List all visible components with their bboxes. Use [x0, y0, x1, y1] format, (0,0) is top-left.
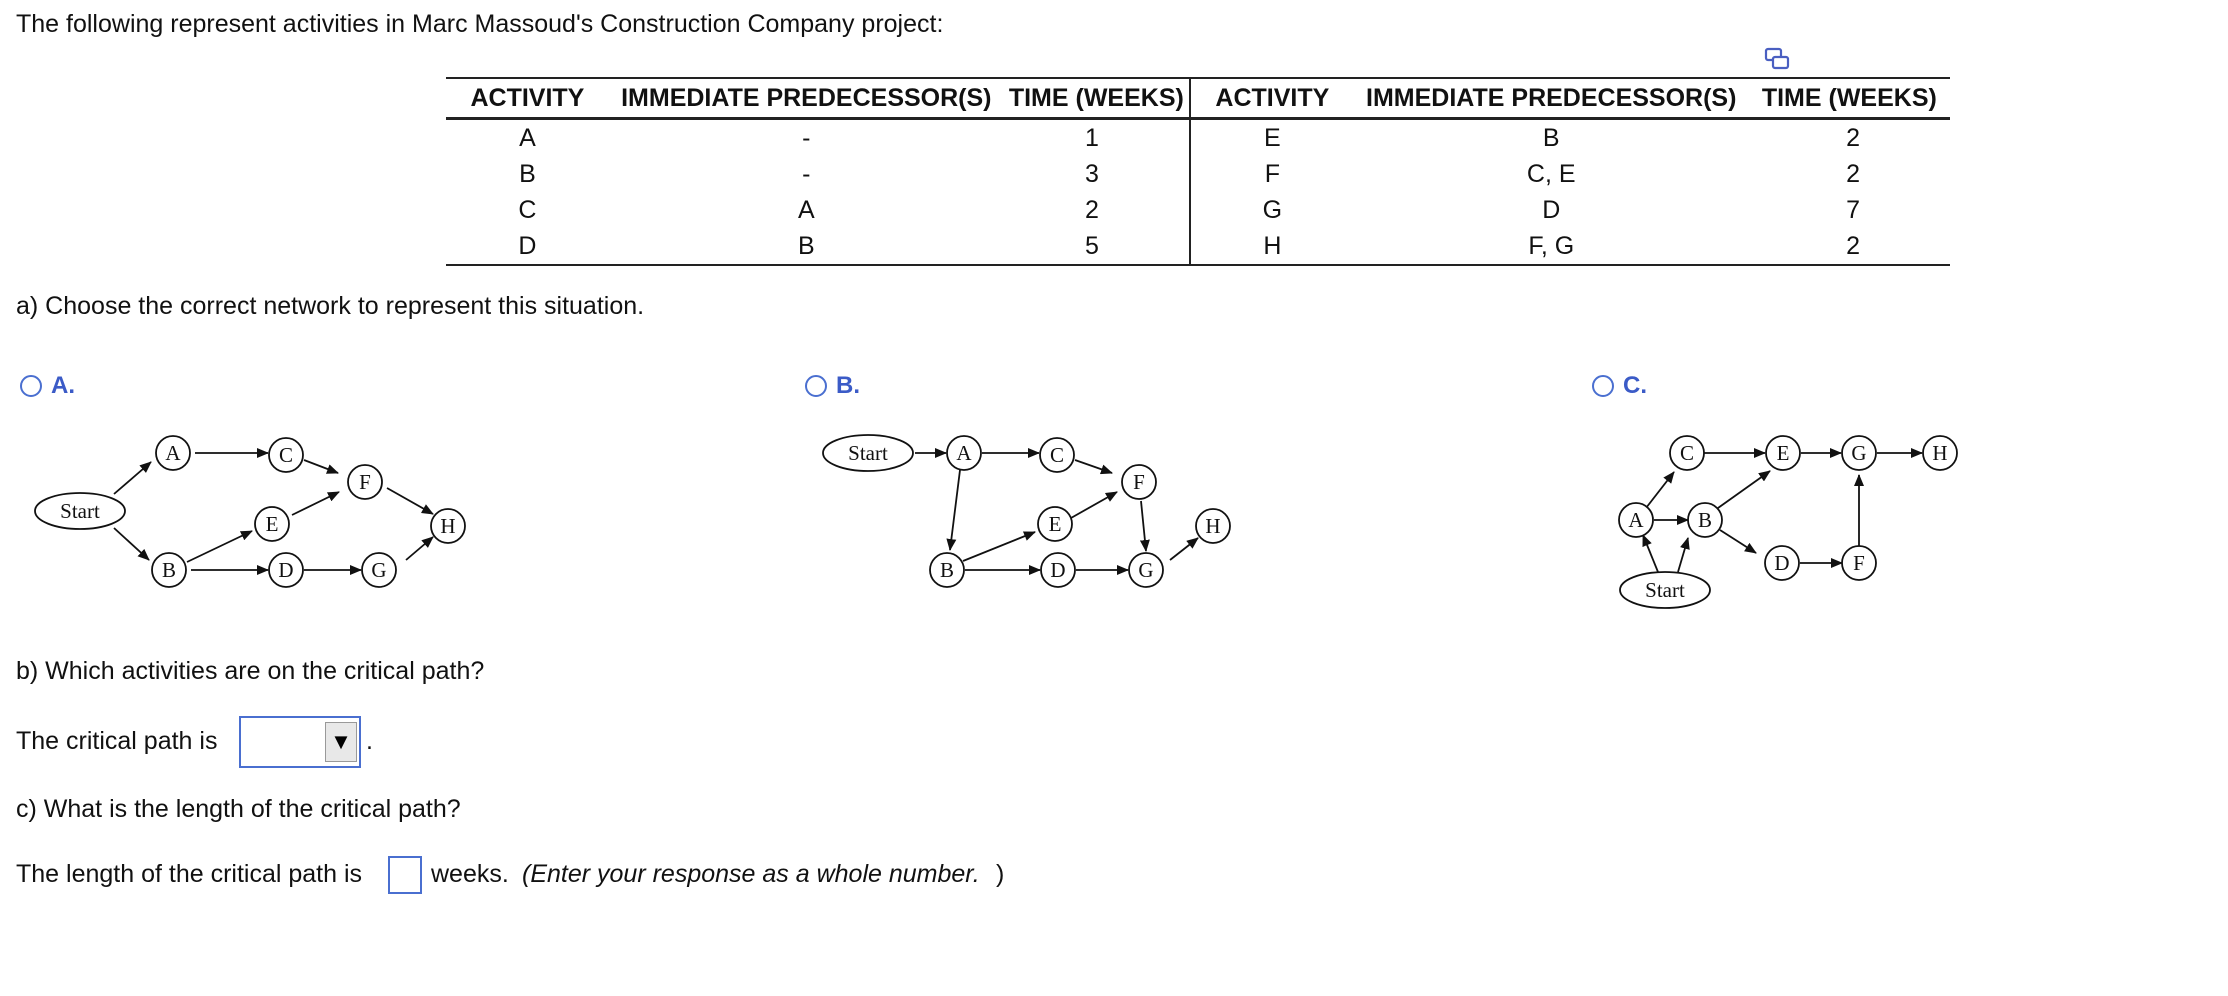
table-row — [446, 228, 1950, 265]
option-a[interactable] — [20, 372, 75, 400]
option-c-label: C. — [1623, 372, 1647, 399]
col-header-predecessors: IMMEDIATE PREDECESSOR(S) — [609, 78, 1004, 119]
edge-c-f — [304, 460, 338, 473]
col-header-time: TIME (WEEKS) — [1749, 78, 1950, 119]
table-cell: B — [609, 228, 1004, 265]
table-cell: D — [1542, 195, 1561, 224]
table-cell: D — [446, 228, 609, 265]
table-cell: F — [1264, 159, 1280, 188]
network-label-h: H — [440, 514, 456, 538]
network-label-c: C — [1679, 441, 1695, 465]
network-diagram-a — [30, 420, 480, 600]
table-cell: 7 — [1846, 195, 1860, 224]
option-b[interactable] — [805, 372, 860, 400]
network-label-start: Start — [1645, 578, 1685, 602]
table-cell: 2 — [1749, 228, 1950, 265]
edge-c-f — [1075, 460, 1112, 473]
edge-a-b — [950, 470, 960, 550]
table-cell: - — [802, 159, 811, 188]
col-header-activity: ACTIVITY — [1190, 78, 1354, 119]
network-label-a: A — [165, 441, 181, 465]
network-label-b: B — [1697, 508, 1713, 532]
network-label-g: G — [1851, 441, 1867, 465]
network-label-d: D — [1050, 558, 1066, 582]
table-cell: B — [1542, 123, 1560, 152]
network-label-b: B — [161, 558, 177, 582]
table-row — [446, 156, 1950, 192]
edge-g-h — [1170, 538, 1198, 560]
table-cell: A — [519, 123, 536, 152]
network-label-f: F — [359, 470, 371, 494]
table-cell: F, G — [1354, 228, 1749, 265]
col-header-time: TIME (WEEKS) — [1004, 78, 1190, 119]
edge-f-g — [1141, 501, 1146, 551]
period-text: . — [366, 727, 373, 755]
option-b-label: B. — [836, 372, 860, 399]
table-cell: H — [1190, 228, 1354, 265]
table-cell: 2 — [1004, 192, 1190, 228]
network-label-e: E — [1048, 512, 1062, 536]
table-cell: E — [1264, 123, 1281, 152]
option-a-radio[interactable] — [20, 375, 42, 397]
table-header-row — [446, 78, 1950, 119]
network-label-g: G — [1138, 558, 1154, 582]
network-label-e: E — [1776, 441, 1790, 465]
table-cell: G — [1262, 195, 1283, 224]
critical-path-dropdown[interactable] — [239, 716, 361, 768]
edge-start-a — [1643, 535, 1658, 572]
option-a-label: A. — [51, 372, 75, 399]
network-label-c: C — [278, 443, 294, 467]
question-a: a) Choose the correct network to represent this situation. — [16, 292, 645, 320]
edge-a-c — [1646, 472, 1674, 508]
option-b-radio[interactable] — [805, 375, 827, 397]
network-label-d: D — [1774, 551, 1790, 575]
table-cell: 1 — [1004, 119, 1190, 157]
table-row — [446, 119, 1950, 157]
activity-table — [446, 77, 1950, 266]
table-cell: 5 — [1004, 228, 1190, 265]
table-cell: 2 — [1846, 159, 1860, 188]
length-answer-input[interactable] — [388, 856, 422, 894]
question-b: b) Which activities are on the critical path? — [16, 657, 485, 685]
table-cell: C, E — [1526, 159, 1576, 188]
table-cell: 2 — [1846, 123, 1860, 152]
network-label-d: D — [278, 558, 294, 582]
network-label-h: H — [1205, 514, 1221, 538]
network-label-b: B — [939, 558, 955, 582]
network-diagram-c — [1590, 420, 2010, 620]
table-cell: C — [518, 195, 537, 224]
table-cell: 3 — [1004, 156, 1190, 192]
weeks-text: weeks. — [431, 860, 509, 888]
col-header-predecessors: IMMEDIATE PREDECESSOR(S) — [1354, 78, 1749, 119]
edge-b-e — [963, 532, 1035, 561]
edge-start-b — [114, 528, 149, 560]
network-label-e: E — [265, 512, 279, 536]
table-cell: A — [797, 195, 815, 224]
network-label-c: C — [1049, 443, 1065, 467]
question-c: c) What is the length of the critical path? — [16, 795, 461, 823]
table-cell: B — [519, 159, 536, 188]
table-cell: - — [802, 123, 811, 152]
network-label-a: A — [1628, 508, 1644, 532]
edge-b-e — [187, 531, 252, 562]
network-label-start: Start — [848, 441, 888, 465]
network-label-f: F — [1133, 470, 1145, 494]
edge-e-f — [292, 492, 339, 515]
intro-text: The following represent activities in Marc Massoud's Construction Company project: — [16, 10, 944, 38]
network-label-a: A — [956, 441, 972, 465]
col-header-activity: ACTIVITY — [446, 78, 609, 119]
network-label-g: G — [371, 558, 387, 582]
answer-hint: (Enter your response as a whole number. — [522, 860, 980, 888]
copy-table-icon[interactable] — [1764, 46, 1792, 72]
network-label-f: F — [1853, 551, 1865, 575]
edge-g-h — [406, 537, 433, 560]
edge-start-a — [114, 462, 151, 494]
table-row — [446, 192, 1950, 228]
network-diagram-b — [815, 420, 1265, 600]
answer-hint-close: ) — [996, 860, 1005, 888]
network-label-h: H — [1932, 441, 1948, 465]
dropdown-arrow-icon[interactable]: ▼ — [325, 722, 357, 762]
option-c[interactable] — [1592, 372, 1647, 400]
edge-b-e — [1718, 471, 1770, 508]
edge-e-f — [1071, 492, 1117, 518]
edge-f-h — [387, 488, 433, 514]
edge-start-b — [1678, 538, 1688, 572]
length-label: The length of the critical path is — [16, 860, 363, 888]
network-label-start: Start — [60, 499, 100, 523]
option-c-radio[interactable] — [1592, 375, 1614, 397]
critical-path-label: The critical path is — [16, 727, 218, 755]
edge-b-d — [1720, 530, 1756, 553]
